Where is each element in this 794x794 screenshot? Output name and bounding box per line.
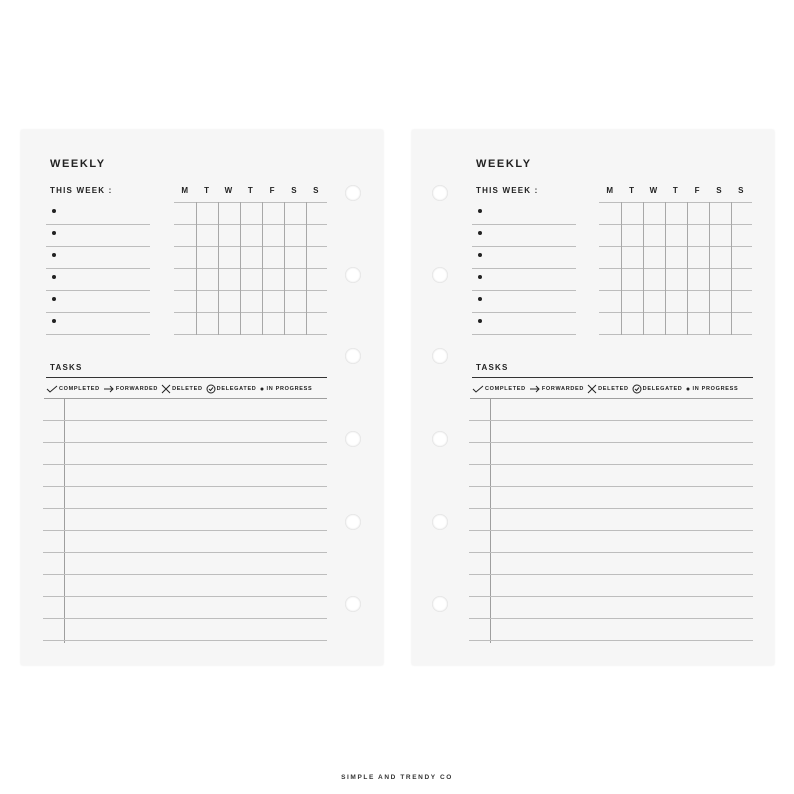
punch-hole	[432, 185, 448, 201]
legend-label: COMPLETED	[485, 386, 526, 392]
task-row[interactable]	[469, 465, 753, 487]
task-row[interactable]	[469, 619, 753, 641]
task-row[interactable]	[469, 553, 753, 575]
task-row[interactable]	[469, 597, 753, 619]
legend-forwarded	[529, 385, 584, 393]
list-item[interactable]	[472, 225, 576, 247]
weekday-label: S	[716, 186, 723, 195]
bullet-icon	[52, 253, 56, 257]
task-row[interactable]	[469, 487, 753, 509]
bullet-icon	[52, 231, 56, 235]
list-item[interactable]	[472, 247, 576, 269]
task-row[interactable]	[43, 509, 327, 531]
this-week-label: THIS WEEK :	[50, 186, 113, 195]
arrow-right-icon	[103, 385, 115, 393]
task-row[interactable]	[43, 531, 327, 553]
this-week-list	[472, 203, 576, 335]
legend-label: DELEGATED	[642, 386, 683, 392]
punch-hole	[345, 431, 361, 447]
task-row[interactable]	[43, 575, 327, 597]
page-title: WEEKLY	[50, 158, 106, 170]
punch-hole	[345, 185, 361, 201]
brand-footer: SIMPLE AND TRENDY CO	[341, 774, 453, 781]
checkmark-icon	[472, 385, 484, 393]
page-title: WEEKLY	[476, 158, 532, 170]
task-row[interactable]	[43, 465, 327, 487]
bullet-icon	[478, 209, 482, 213]
tasks-heading: TASKS	[476, 363, 509, 372]
punch-hole	[432, 514, 448, 530]
this-week-label: THIS WEEK :	[476, 186, 539, 195]
weekday-label: T	[247, 186, 254, 195]
task-row[interactable]	[43, 443, 327, 465]
bullet-icon	[478, 275, 482, 279]
habit-tracker-grid[interactable]	[174, 202, 327, 335]
task-row[interactable]	[469, 421, 753, 443]
legend-delegated	[206, 384, 257, 394]
bullet-icon	[52, 275, 56, 279]
weekday-label: F	[269, 186, 276, 195]
legend-deleted	[161, 384, 203, 394]
punch-hole	[432, 431, 448, 447]
punch-hole	[345, 267, 361, 283]
dot-icon	[259, 386, 265, 392]
x-mark-icon	[587, 384, 597, 394]
status-legend	[46, 384, 315, 394]
legend-completed	[472, 385, 526, 393]
list-item[interactable]	[46, 225, 150, 247]
weekday-label: T	[672, 186, 679, 195]
list-item[interactable]	[46, 291, 150, 313]
arrow-right-icon	[529, 385, 541, 393]
task-row[interactable]	[469, 531, 753, 553]
status-legend	[472, 384, 741, 394]
tasks-divider	[472, 377, 753, 378]
punch-hole	[345, 596, 361, 612]
task-list	[43, 399, 327, 641]
legend-label: FORWARDED	[541, 386, 585, 392]
this-week-list	[46, 203, 150, 335]
task-row[interactable]	[43, 619, 327, 641]
task-row[interactable]	[43, 399, 327, 421]
task-row[interactable]	[469, 575, 753, 597]
legend-delegated	[632, 384, 683, 394]
punch-hole	[345, 348, 361, 364]
legend-in-progress	[259, 386, 312, 392]
bullet-icon	[478, 297, 482, 301]
list-item[interactable]	[472, 313, 576, 335]
list-item[interactable]	[46, 203, 150, 225]
weekday-label: S	[313, 186, 319, 195]
weekday-label: F	[694, 186, 701, 195]
list-item[interactable]	[472, 269, 576, 291]
task-list	[469, 399, 753, 641]
punch-hole	[345, 514, 361, 530]
weekday-label: M	[606, 186, 614, 195]
weekday-label: W	[224, 186, 233, 195]
weekday-label: M	[181, 186, 189, 195]
legend-deleted	[587, 384, 629, 394]
task-row[interactable]	[43, 421, 327, 443]
punch-hole	[432, 267, 448, 283]
circle-check-icon	[206, 384, 216, 394]
legend-label: DELETED	[172, 386, 203, 392]
tasks-heading: TASKS	[50, 363, 83, 372]
weekday-label: T	[629, 186, 635, 195]
tasks-divider	[46, 377, 327, 378]
legend-label: IN PROGRESS	[266, 386, 313, 392]
planner-sheet-right	[412, 130, 774, 665]
bullet-icon	[52, 297, 56, 301]
legend-label: COMPLETED	[59, 386, 100, 392]
habit-tracker-grid[interactable]	[599, 202, 752, 335]
task-row[interactable]	[43, 487, 327, 509]
bullet-icon	[52, 209, 56, 213]
circle-check-icon	[632, 384, 642, 394]
task-row[interactable]	[469, 509, 753, 531]
weekday-label: S	[291, 186, 298, 195]
weekday-header	[599, 186, 752, 195]
weekday-label: T	[204, 186, 210, 195]
weekday-label: S	[738, 186, 744, 195]
legend-label: DELETED	[598, 386, 629, 392]
list-item[interactable]	[472, 203, 576, 225]
task-row[interactable]	[43, 597, 327, 619]
bullet-icon	[52, 319, 56, 323]
bullet-icon	[478, 253, 482, 257]
bullet-icon	[478, 231, 482, 235]
task-row[interactable]	[469, 443, 753, 465]
list-item[interactable]	[46, 247, 150, 269]
legend-label: FORWARDED	[115, 386, 159, 392]
weekday-label: W	[649, 186, 658, 195]
x-mark-icon	[161, 384, 171, 394]
task-row[interactable]	[469, 399, 753, 421]
list-item[interactable]	[46, 313, 150, 335]
legend-forwarded	[103, 385, 158, 393]
planner-sheet-left	[21, 130, 383, 665]
list-item[interactable]	[46, 269, 150, 291]
legend-label: DELEGATED	[216, 386, 257, 392]
punch-hole	[432, 348, 448, 364]
legend-in-progress	[685, 386, 738, 392]
task-row[interactable]	[43, 553, 327, 575]
bullet-icon	[478, 319, 482, 323]
legend-label: IN PROGRESS	[692, 386, 739, 392]
list-item[interactable]	[472, 291, 576, 313]
dot-icon	[685, 386, 691, 392]
checkmark-icon	[46, 385, 58, 393]
weekday-header	[174, 186, 327, 195]
legend-completed	[46, 385, 100, 393]
punch-hole	[432, 596, 448, 612]
